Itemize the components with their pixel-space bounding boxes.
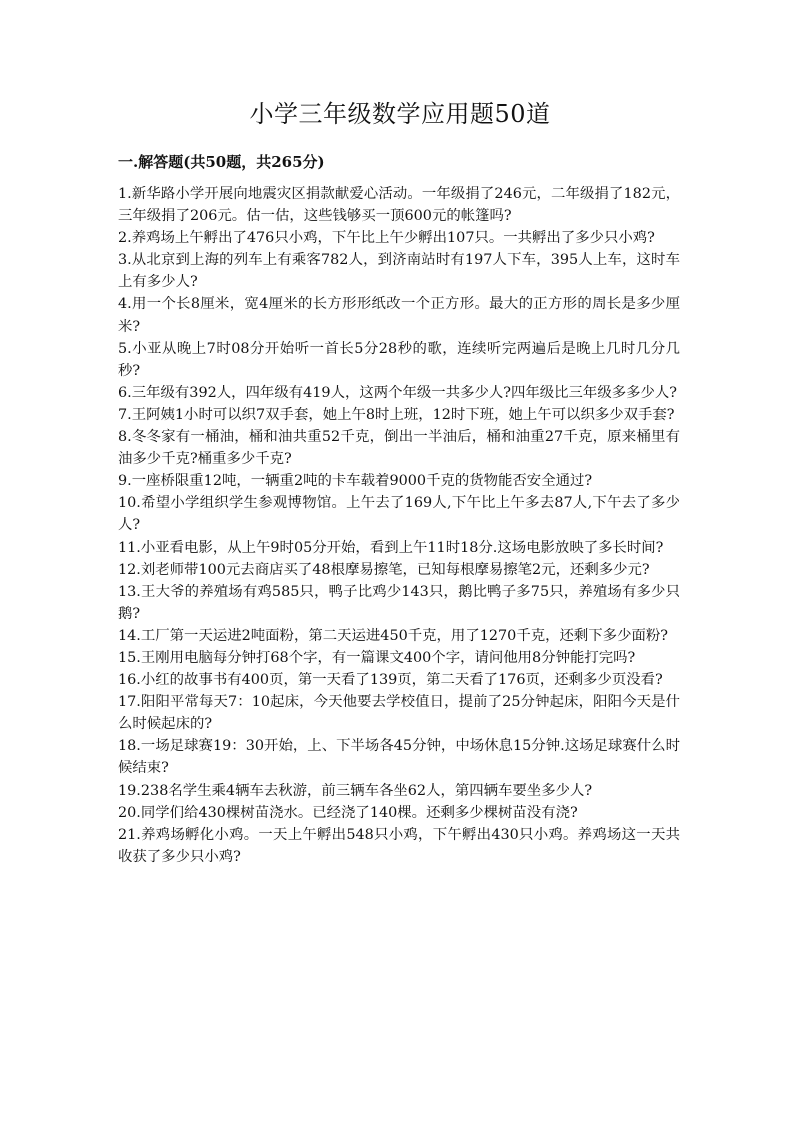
problem-item: 19.238名学生乘4辆车去秋游，前三辆车各坐62人，第四辆车要坐多少人? [118,782,593,799]
problem-item: 20.同学们给430棵树苗浇水。已经浇了140棵。还剩多少棵树苗没有浇? [118,804,578,821]
problem-item: 3.从北京到上海的列车上有乘客782人，到济南站时有197人下车，395人上车，这时车上有多少人? [118,252,680,291]
problem-item: 18.一场足球赛19：30开始，上、下半场各45分钟，中场休息15分钟.这场足球赛什么时候结束? [118,738,680,777]
problem-item: 7.王阿姨1小时可以织7双手套，她上午8时上班，12时下班，她上午可以织多少双手套? [118,406,675,423]
problem-item: 15.王刚用电脑每分钟打68个字，有一篇课文400个字，请问他用8分钟能打完吗? [118,649,636,666]
problem-item: 13.王大爷的养殖场有鸡585只，鸭子比鸡少143只，鹅比鸭子多75只，养殖场有多少只鹅? [118,583,680,622]
page-title: 小学三年级数学应用题50道 [249,100,551,128]
problem-item: 10.希望小学组织学生参观博物馆。上午去了169人,下午比上午多去87人,下午去了多少人? [118,495,680,534]
problem-list [118,183,680,868]
problem-item: 12.刘老师带100元去商店买了48根摩易擦笔，已知每根摩易擦笔2元，还剩多少元? [118,561,650,578]
problem-item: 6.三年级有392人，四年级有419人，这两个年级一共多少人?四年级比三年级多多少人? [118,384,677,401]
section-heading: 一.解答题(共50题，共265分) [118,153,325,171]
problem-item: 17.阳阳平常每天7：10起床，今天他要去学校值日，提前了25分钟起床，阳阳今天是什么时候起床的? [118,694,680,733]
problem-item: 9.一座桥限重12吨，一辆重2吨的卡车载着9000千克的货物能否安全通过? [118,473,593,490]
problem-item: 8.冬冬家有一桶油，桶和油共重52千克，倒出一半油后，桶和油重27千克，原来桶里有油多少千克?桶重多少千克? [118,429,680,468]
problem-item: 16.小红的故事书有400页，第一天看了139页，第二天看了176页，还剩多少页没看? [118,672,663,689]
problem-item: 11.小亚看电影，从上午9时05分开始，看到上午11时18分.这场电影放映了多长时间? [118,539,664,556]
problem-item: 1.新华路小学开展向地震灾区捐款献爱心活动。一年级捐了246元，二年级捐了182元，三年级捐了206元。估一估，这些钱够买一顶600元的帐篷吗? [118,186,680,225]
problem-item: 4.用一个长8厘米，宽4厘米的长方形形纸改一个正方形。最大的正方形的周长是多少厘米? [118,296,680,335]
problem-item: 14.工厂第一天运进2吨面粉，第二天运进450千克，用了1270千克，还剩下多少面粉? [118,627,668,644]
problem-item: 2.养鸡场上午孵出了476只小鸡，下午比上午少孵出107只。一共孵出了多少只小鸡? [118,230,655,247]
problem-item: 21.养鸡场孵化小鸡。一天上午孵出548只小鸡，下午孵出430只小鸡。养鸡场这一天共收获了多少只小鸡? [118,826,680,865]
problem-item: 5.小亚从晚上7时08分开始听一首长5分28秒的歌，连续听完两遍后是晚上几时几分几秒? [118,340,680,379]
